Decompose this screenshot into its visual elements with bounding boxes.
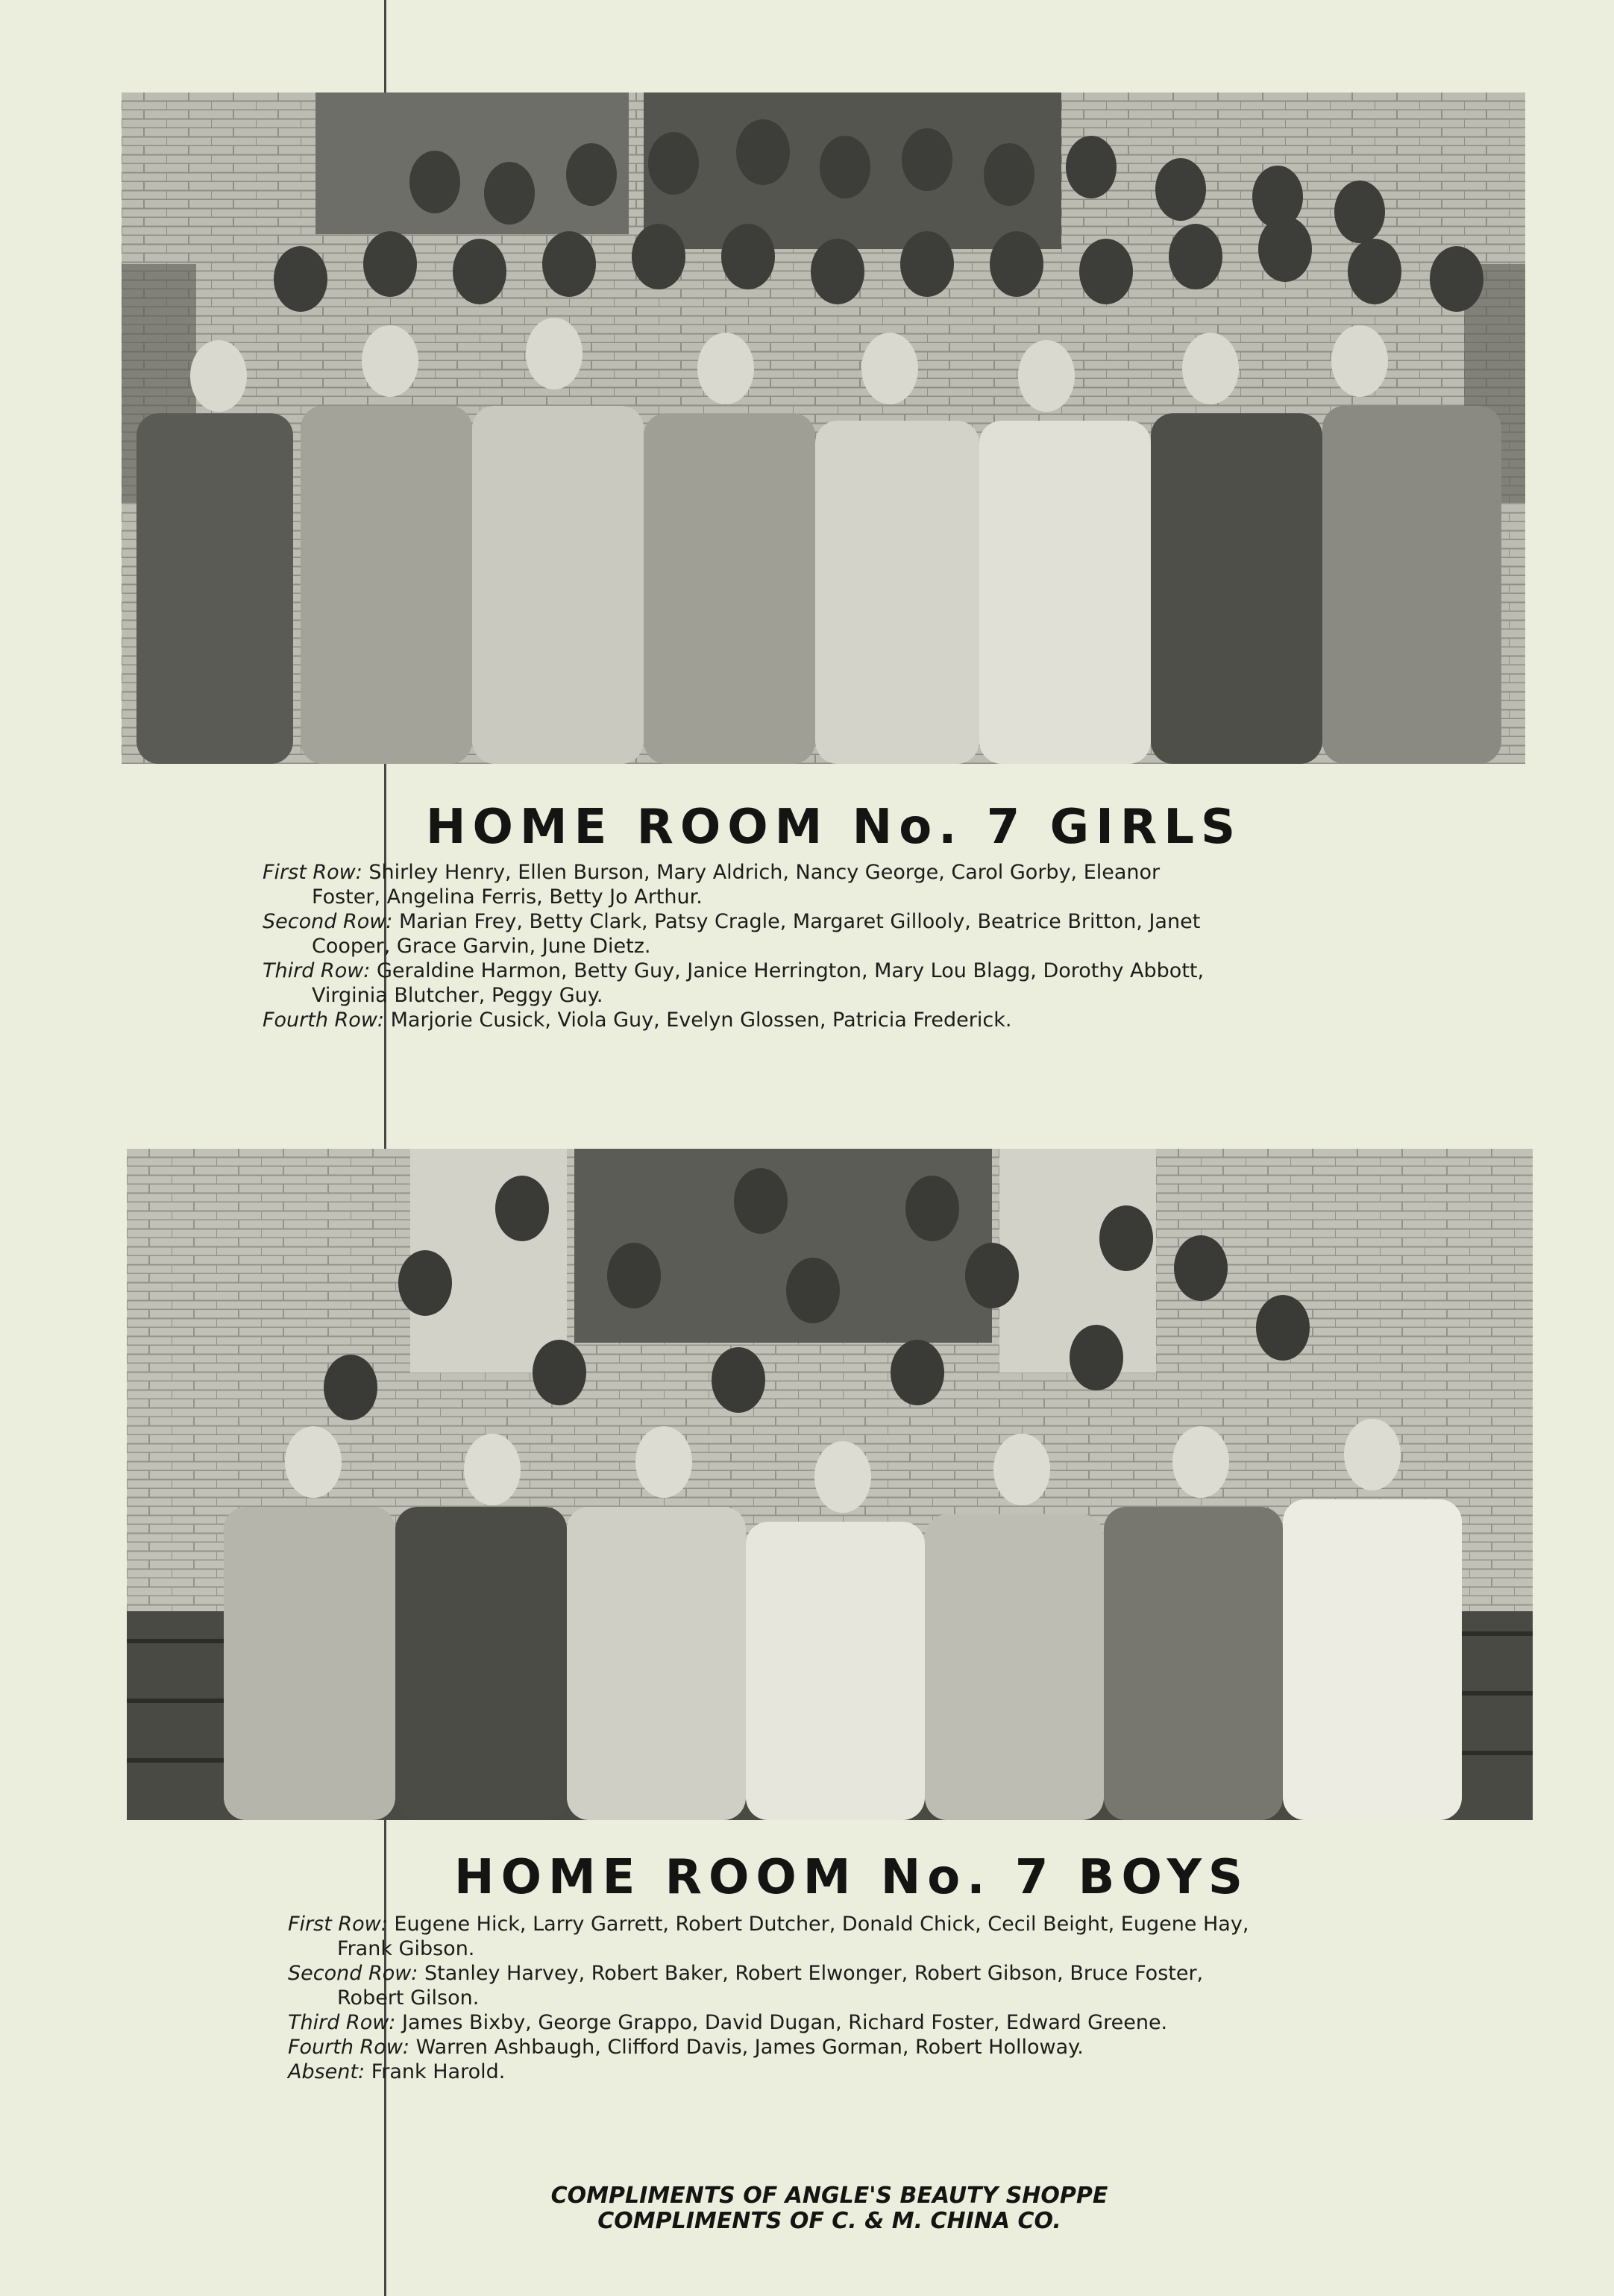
row-label: Second Row: [263,910,393,933]
row-names: Eugene Hick, Larry Garrett, Robert Dutcher, Donald Chick, Cecil Beight, Eugene Hay, [394,1913,1249,1936]
boys-photo-illustration [127,1149,1533,1820]
row-names: Frank Harold. [371,2060,506,2083]
row-names-continued: Virginia Blutcher, Peggy Guy. [312,984,603,1007]
row-label: Second Row: [288,1962,418,1985]
row-label: Third Row: [263,959,371,982]
boys-row-1 [288,1912,1407,1961]
row-names: Marjorie Cusick, Viola Guy, Evelyn Glossen, Patricia Frederick. [390,1009,1012,1032]
row-label: First Row: [263,861,362,884]
row-label: Third Row: [288,2011,396,2034]
row-names: Warren Ashbaugh, Clifford Davis, James Gorman, Robert Holloway. [415,2036,1084,2059]
row-names: Shirley Henry, Ellen Burson, Mary Aldrich, Nancy George, Carol Gorby, Eleanor [368,861,1161,884]
boys-caption [288,1912,1407,2084]
girls-row-1 [263,860,1381,909]
girls-row-3 [263,959,1381,1008]
boys-row-4 [288,2035,1407,2060]
boys-row-2 [288,1961,1407,2010]
boys-row-3 [288,2010,1407,2035]
row-names-continued: Cooper, Grace Garvin, June Dietz. [312,935,651,958]
row-label: Absent: [288,2060,365,2083]
row-names: Geraldine Harmon, Betty Guy, Janice Herrington, Mary Lou Blagg, Dorothy Abbott, [376,959,1205,982]
girls-caption [263,860,1381,1032]
footer-sponsor-2: COMPLIMENTS OF C. & M. CHINA CO. [597,2208,1061,2234]
row-names-continued: Robert Gilson. [337,1986,480,2010]
row-names: Marian Frey, Betty Clark, Patsy Cragle, Margaret Gillooly, Beatrice Britton, Janet [399,910,1201,933]
boys-heading: HOME ROOM No. 7 BOYS [454,1850,1249,1905]
row-label: First Row: [288,1913,388,1936]
row-names: Stanley Harvey, Robert Baker, Robert Elwonger, Robert Gibson, Bruce Foster, [424,1962,1204,1985]
row-names-continued: Frank Gibson. [337,1937,475,1960]
girls-row-2 [263,909,1381,959]
boys-row-absent [288,2060,1407,2084]
row-label: Fourth Row: [263,1009,385,1032]
row-names: James Bixby, George Grappo, David Dugan, Richard Foster, Edward Greene. [401,2011,1168,2034]
footer-sponsor-1: COMPLIMENTS OF ANGLE'S BEAUTY SHOPPE [550,2183,1108,2209]
girls-heading: HOME ROOM No. 7 GIRLS [425,800,1243,855]
row-names-continued: Foster, Angelina Ferris, Betty Jo Arthur. [312,885,703,909]
row-label: Fourth Row: [288,2036,410,2059]
boys-class-photo [127,1149,1533,1820]
girls-row-4 [263,1008,1381,1032]
girls-class-photo [122,92,1525,764]
girls-photo-illustration [122,92,1525,764]
